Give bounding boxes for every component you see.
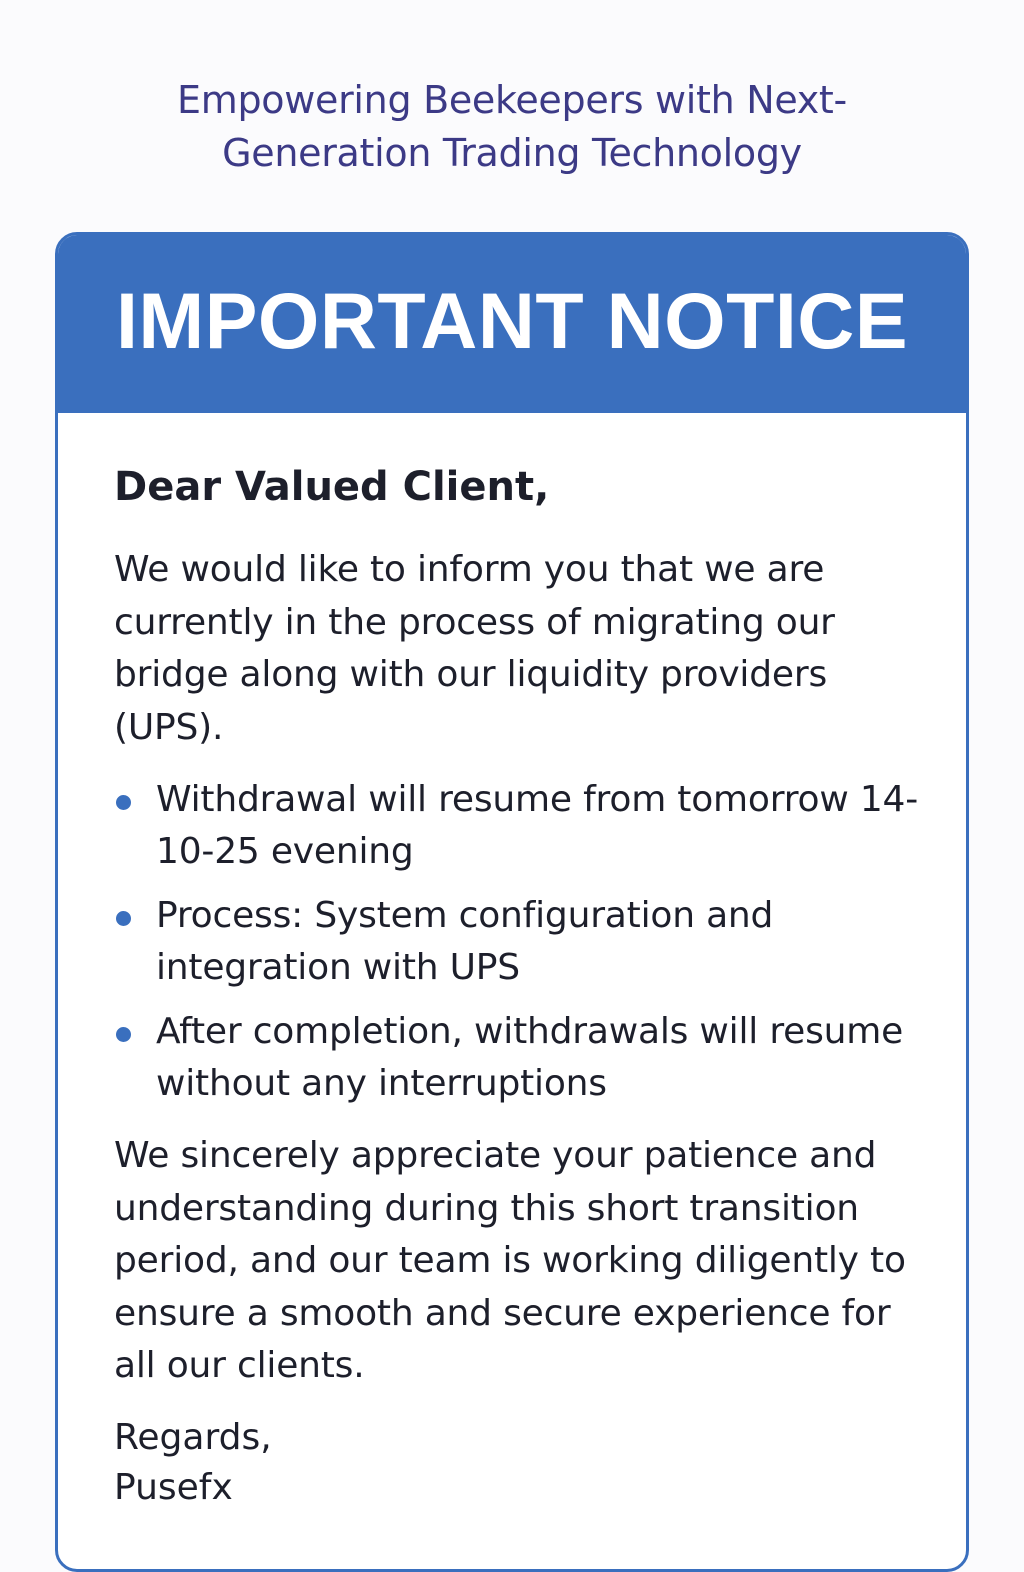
- bullet-text: Process: System configuration and integration with UPS: [156, 895, 774, 988]
- intro-paragraph: We would like to inform you that we are currently in the process of migrating our bridge along with our liquidity providers (UPS).: [114, 549, 835, 748]
- bullet-text: Withdrawal will resume from tomorrow 14-10-25 evening: [156, 779, 919, 872]
- list-item: [114, 890, 954, 994]
- list-item: [114, 774, 954, 878]
- signature-text: Pusefx: [114, 1467, 233, 1508]
- greeting: Dear Valued Client,: [114, 464, 550, 510]
- tagline: Empowering Beekeepers with Next-Generation Trading Technology: [177, 78, 847, 175]
- notice-banner: [58, 235, 966, 413]
- closing-paragraph: We sincerely appreciate your patience and understanding during this short transition period, and our team is working diligently to ensure a smooth and secure experience for all our clients.: [114, 1135, 906, 1386]
- regards-text: Regards,: [114, 1417, 272, 1458]
- bullet-icon: [116, 795, 131, 810]
- notice-title: IMPORTANT NOTICE: [115, 276, 909, 365]
- bullet-icon: [116, 911, 131, 926]
- signoff: [114, 1413, 272, 1513]
- notice-card: [55, 232, 969, 1572]
- list-item: [114, 1006, 954, 1110]
- bullet-text: After completion, withdrawals will resume without any interruptions: [156, 1011, 904, 1104]
- bullet-list: [114, 774, 954, 1122]
- bullet-icon: [116, 1027, 131, 1042]
